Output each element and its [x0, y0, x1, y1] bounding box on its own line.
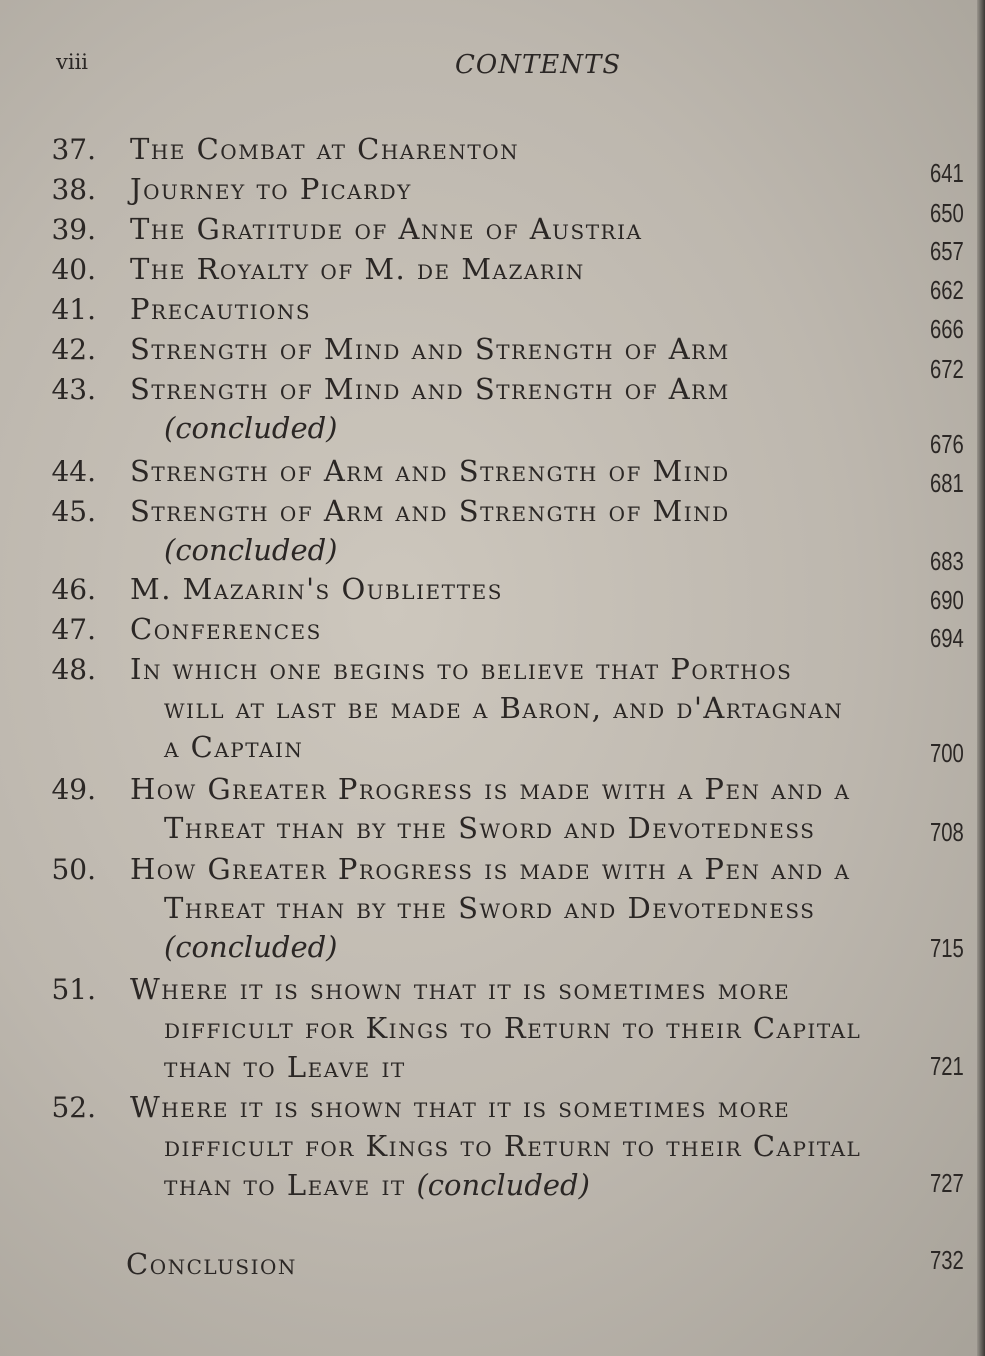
entry-title-continuation: will at last be made a Baron, and d'Artagnan [164, 691, 844, 725]
entry-title: Journey to Picardy [130, 172, 412, 206]
entry-page-48: 700 [930, 738, 964, 768]
entry-number: 44. [51, 455, 96, 488]
entry-number: 37. [51, 133, 96, 166]
entry-page-42: 672 [930, 354, 964, 384]
entry-page-conclusion: 732 [930, 1245, 964, 1275]
entry-page-44: 681 [930, 468, 964, 498]
running-head: CONTENTS [455, 50, 622, 80]
entry-page-39: 657 [930, 236, 964, 266]
entry-title-continuation: difficult for Kings to Return to their Capital [164, 1011, 862, 1045]
page-folio: viii [56, 50, 89, 74]
entry-number: 41. [51, 293, 96, 326]
entry-page-51: 721 [930, 1051, 964, 1081]
entry-title-continuation-2: than to Leave it (concluded) [164, 1168, 590, 1202]
entry-title: Strength of Arm and Strength of Mind (concluded) [130, 492, 890, 570]
entry-title-continuation-2: than to Leave it [164, 1050, 406, 1084]
entry-number: 50. [51, 853, 96, 886]
entry-title: Conferences [130, 612, 322, 646]
entry-title: The Gratitude of Anne of Austria [130, 212, 643, 246]
entry-number: 46. [51, 573, 96, 606]
entry-title: In which one begins to believe that Porthos will at last be made a Baron, and d'Artagnan a Captain [130, 650, 890, 767]
entry-page-41: 666 [930, 314, 964, 344]
entry-title-continuation: Threat than by the Sword and Devotedness [164, 891, 816, 925]
entry-page-47: 694 [930, 623, 964, 653]
entry-title: The Royalty of M. de Mazarin [130, 252, 585, 286]
entry-title: The Combat at Charenton [130, 132, 520, 166]
entry-title: Strength of Mind and Strength of Arm [130, 332, 730, 366]
entry-number: 38. [51, 173, 96, 206]
entry-number: 52. [51, 1091, 96, 1124]
entry-title: M. Mazarin's Oubliettes [130, 572, 503, 606]
entry-page-37: 641 [930, 158, 964, 188]
entry-title: Strength of Mind and Strength of Arm (concluded) [130, 370, 890, 448]
entry-number: 45. [51, 495, 96, 528]
entry-number: 48. [51, 653, 96, 686]
entry-title-continuation: (concluded) [164, 533, 338, 567]
entry-title-continuation-2: (concluded) [164, 930, 338, 964]
entry-page-38: 650 [930, 198, 964, 228]
entry-page-45: 683 [930, 546, 964, 576]
entry-page-43: 676 [930, 429, 964, 459]
entry-page-40: 662 [930, 275, 964, 305]
entry-title: Where it is shown that it is sometimes more difficult for Kings to Return to their Capital than to Leave it [130, 970, 890, 1087]
entry-number: 42. [51, 333, 96, 366]
page-binding-edge [977, 0, 985, 1356]
entry-title: Precautions [130, 292, 312, 326]
entry-page-52: 727 [930, 1168, 964, 1198]
entry-title: Conclusion [126, 1247, 297, 1281]
entry-number: 51. [51, 973, 96, 1006]
entry-number: 47. [51, 613, 96, 646]
entry-number: 49. [51, 773, 96, 806]
entry-title: How Greater Progress is made with a Pen and a Threat than by the Sword and Devotedness [130, 770, 890, 848]
entry-title-continuation: (concluded) [164, 411, 338, 445]
entry-page-50: 715 [930, 933, 964, 963]
entry-number: 43. [51, 373, 96, 406]
entry-number: 39. [51, 213, 96, 246]
entry-title-continuation: Threat than by the Sword and Devotedness [164, 811, 816, 845]
entry-title-continuation: difficult for Kings to Return to their Capital [164, 1129, 862, 1163]
entry-title: Strength of Arm and Strength of Mind [130, 454, 730, 488]
entry-title: How Greater Progress is made with a Pen and a Threat than by the Sword and Devotedness (concluded) [130, 850, 890, 967]
entry-number: 40. [51, 253, 96, 286]
entry-page-49: 708 [930, 817, 964, 847]
entry-page-46: 690 [930, 585, 964, 615]
entry-title: Where it is shown that it is sometimes more difficult for Kings to Return to their Capital than to Leave it (concluded) [130, 1088, 890, 1205]
entry-title-continuation-2: a Captain [164, 730, 304, 764]
